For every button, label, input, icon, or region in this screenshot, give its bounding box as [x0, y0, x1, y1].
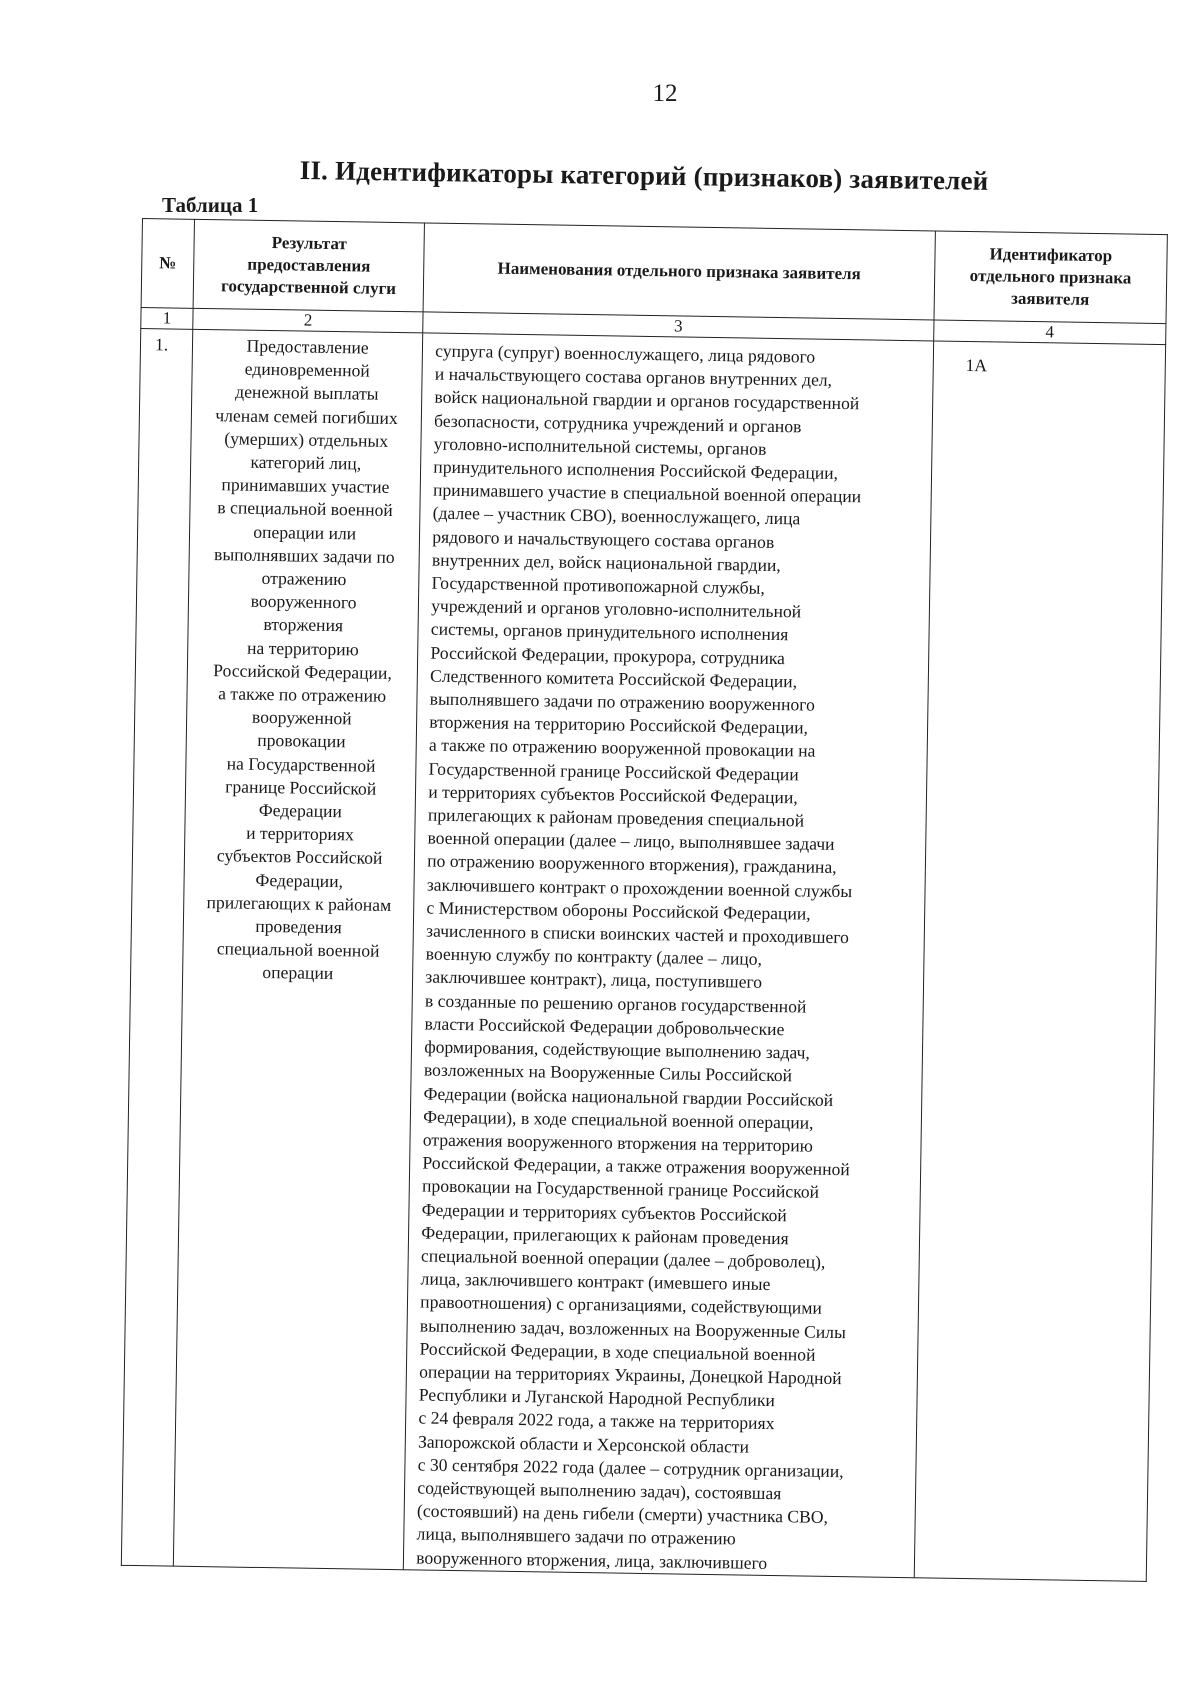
table-caption: Таблица 1 [162, 193, 259, 217]
applicant-feature-text-line: безопасности, сотрудника учреждений и органов [433, 410, 802, 436]
applicant-feature-text-line: заключившее контракт), лица, поступившего [425, 967, 763, 993]
column-number: 2 [193, 308, 424, 333]
applicant-feature-text-line: власти Российской Федерации добровольческие [424, 1013, 785, 1040]
applicant-feature-text-line: Российской Федерации, в ходе специальной военной [419, 1338, 816, 1365]
applicant-feature-text-line: возложенных на Вооруженные Силы Российской [423, 1059, 793, 1086]
applicant-feature-text-line: с Министерством обороны Российской Федерации, [426, 897, 811, 924]
applicant-feature-text-line: Государственной границе Российской Федерации [428, 758, 799, 785]
row-applicant-feature [404, 333, 934, 1578]
applicant-feature-text-line: провокации на Государственной границе Российской [421, 1175, 820, 1203]
applicant-feature-text-line: системы, органов принудительного исполнения [430, 619, 789, 645]
result-text-line: Российской Федерации, [213, 660, 392, 683]
applicant-feature-text-line: рядового и начальствующего состава органов [432, 526, 775, 552]
row-result [173, 329, 423, 1569]
applicant-feature-text-line: Федерации и территориях субъектов Российской [421, 1199, 787, 1225]
result-text-line: вооруженной [251, 707, 352, 729]
applicant-feature-text-line: вторжения на территорию Российской Федерации, [429, 711, 809, 738]
result-text-line: а также по отражению [218, 683, 387, 706]
applicant-feature-text-line: Федерации, прилегающих к районам проведения [421, 1222, 789, 1249]
header-name: Наименования отдельного признака заявителя [423, 223, 935, 320]
applicant-feature-text-line: заключившего контракт о прохождении военной службы [426, 874, 853, 901]
column-number: 4 [933, 320, 1166, 345]
applicant-feature-text-line: Следственного комитета Российской Федерации, [429, 665, 798, 692]
applicant-feature-text-line: Республики и Луганской Народной Республики [418, 1384, 776, 1411]
column-number: 3 [423, 312, 934, 341]
applicant-feature-text-line: выполнявшего задачи по отражению вооруженного [429, 688, 816, 715]
table-row [121, 328, 1165, 1581]
applicant-feature-text-line: (далее – участник СВО), военнослужащего, лица [432, 503, 801, 529]
applicant-feature-text-line: содействующей выполнению задач), состоявшая [417, 1477, 782, 1504]
result-text-line: границе Российской [225, 776, 377, 799]
result-text-line: единовременной [244, 358, 370, 381]
result-text-line: в специальной военной [217, 497, 393, 521]
applicant-feature-text-line: зачисленного в списки воинских частей и проходившего [425, 920, 850, 948]
applicant-feature-text-line: Запорожской области и Херсонской области [417, 1431, 750, 1457]
result-text-line: на территорию [246, 637, 359, 660]
result-text-line: категорий лиц, [250, 451, 362, 474]
applicant-feature-text-line: Российской Федерации, а также отражения вооруженной [422, 1152, 850, 1180]
result-text-line: отражению [261, 567, 347, 590]
result-text-line: операции [262, 962, 334, 984]
applicant-feature-text-line: войск национальной гвардии и органов государственной [434, 387, 860, 414]
result-text-line: операции или [253, 521, 357, 544]
result-text-line: на Государственной [226, 753, 376, 776]
result-text-line: Федерации, [255, 869, 344, 891]
applicant-feature-text-line: Федерации (войска национальной гвардии Российской [423, 1083, 834, 1110]
applicant-feature-text-line: внутренних дел, войск национальной гвардии, [431, 549, 781, 575]
applicant-feature-text-line: а также по отражению вооруженной провокации на [428, 735, 816, 762]
result-text-line: Федерации [258, 799, 343, 822]
result-text-line: вторжения [263, 614, 344, 636]
header-number: № [141, 219, 194, 309]
applicant-feature-text-line: по отражению вооруженного вторжения), гражданина, [427, 851, 837, 878]
column-number: 1 [141, 307, 193, 329]
applicant-feature-text-line: и начальствующего состава органов внутренних дел, [434, 363, 833, 391]
result-text-line: денежной выплаты [235, 381, 379, 405]
applicant-feature-text-line: прилегающих к районам проведения специальной [427, 804, 805, 831]
applicant-feature-text-line: отражения вооруженного вторжения на территорию [422, 1129, 814, 1156]
row-identifier: 1А [914, 341, 1166, 1581]
applicant-feature-text-line: специальной военной операции (далее – доброволец), [420, 1245, 826, 1272]
result-text-line: членам семей погибших [215, 404, 398, 428]
result-text-line: провокации [257, 730, 346, 752]
applicant-feature-text-line: с 30 сентября 2022 года (далее – сотрудник организации, [417, 1454, 844, 1481]
applicant-feature-text-line: формирования, содействующие выполнению задач, [424, 1036, 811, 1063]
result-text-line: (умерших) отдельных [224, 428, 389, 451]
applicant-feature-text-line: принимавшего участие в специальной военной операции [432, 479, 862, 507]
applicant-feature-text-line: правоотношения) с организациями, содействующими [420, 1291, 823, 1319]
applicant-feature-text-line: Федерации), в ходе специальной военной операции, [423, 1106, 814, 1133]
result-text-line: субъектов Российской [216, 845, 383, 869]
header-result: Результат предоставления государственной слуги [193, 219, 425, 312]
table-header-row [141, 219, 1167, 324]
page-number: 12 [652, 80, 678, 107]
applicant-feature-text-line: выполнению задач, возложенных на Вооруженные Силы [419, 1315, 847, 1342]
applicant-feature-text-line: военную службу по контракту (далее – лицо, [425, 943, 763, 970]
applicant-feature-text-line: принудительного исполнения Российской Федерации, [433, 456, 839, 483]
applicant-feature-text-line: Государственной противопожарной службы, [431, 572, 766, 598]
applicant-feature-text-line: супруга (супруг) военнослужащего, лица рядового [435, 340, 816, 367]
row-number: 1. [121, 328, 192, 1566]
applicant-feature-text-line: Российской Федерации, прокурора, сотрудника [430, 642, 786, 668]
result-text-line: проведения [255, 915, 342, 938]
result-text-line: специальной военной [216, 938, 380, 962]
section-title: II. Идентификаторы категорий (признаков) заявителей [299, 155, 989, 196]
applicant-feature-text-line: вооруженного вторжения, лица, заключившего [416, 1547, 768, 1573]
applicant-feature-text-line: и территориях субъектов Российской Федерации, [428, 781, 798, 808]
result-text-line: Предоставление [246, 335, 369, 358]
applicant-feature-text-line: учреждений и органов уголовно-исполнительной [431, 595, 802, 622]
result-text-line: принимавших участие [221, 474, 390, 498]
applicant-feature-text-line: военной операции (далее – лицо, выполнявшее задачи [427, 827, 835, 855]
applicant-feature-text-line: в созданные по решению органов государственной [424, 990, 807, 1017]
header-identifier: Идентификатор отдельного признака заявителя [934, 231, 1168, 324]
applicant-feature-text-line: с 24 февраля 2022 года, а также на территориях [418, 1407, 775, 1434]
applicant-feature-text-line: лица, выполнявшего задачи по отражению [416, 1523, 736, 1549]
applicant-feature-text-line: лица, заключившего контракт (имевшего иные [420, 1268, 771, 1295]
applicant-identifiers-table [121, 218, 1168, 1582]
result-text-line: прилегающих к районам [206, 891, 392, 915]
applicant-feature-text-line: операции на территориях Украины, Донецкой Народной [419, 1361, 842, 1389]
result-text-line: выполнявших задачи по [213, 544, 395, 567]
result-text-line: и территориях [246, 822, 354, 845]
result-text-line: вооруженного [250, 590, 357, 613]
applicant-feature-text-line: (состоявший) на день гибели (смерти) участника СВО, [416, 1500, 829, 1528]
applicant-feature-text-line: уголовно-исполнительной системы, органов [433, 433, 767, 459]
